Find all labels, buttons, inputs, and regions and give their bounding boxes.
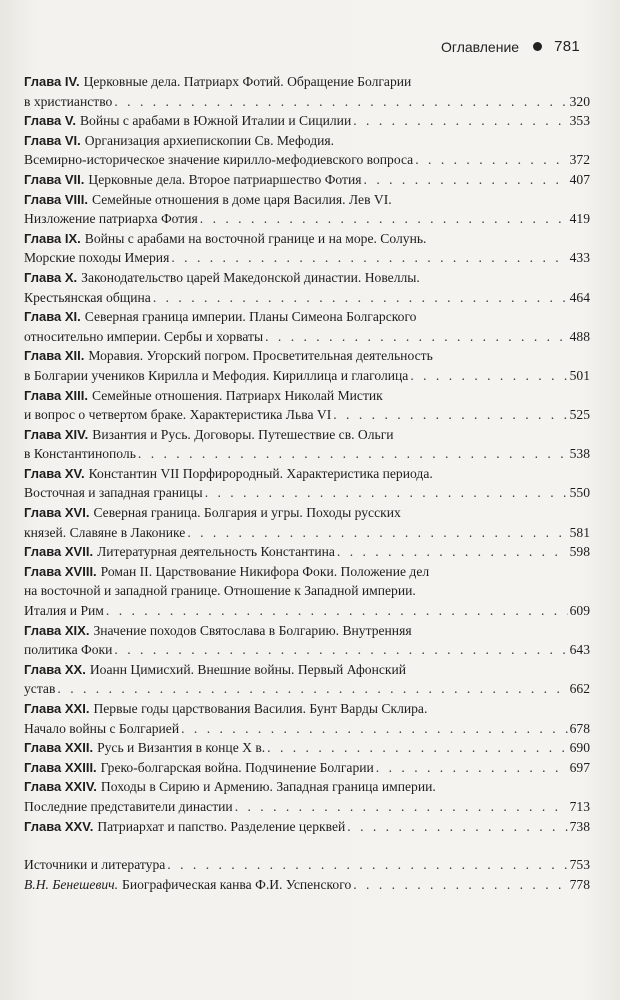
chapter-label: Глава XXIII. xyxy=(24,759,97,775)
entry-title: Церковные дела. Второе патриаршество Фотия xyxy=(88,171,362,187)
chapter-label: Глава XX. xyxy=(24,661,86,677)
chapter-label: Глава XXI. xyxy=(24,701,90,716)
entry-page-number: 738 xyxy=(569,818,590,834)
toc-line xyxy=(24,621,590,641)
toc-entry xyxy=(24,777,590,816)
dot-leader xyxy=(187,523,567,543)
entry-title: Патриархат и папство. Разделение церквей xyxy=(97,818,346,834)
toc-line xyxy=(24,483,590,503)
bullet-icon xyxy=(533,42,542,51)
toc-entry xyxy=(24,229,590,268)
toc-entry xyxy=(24,72,590,111)
entry-title: Всемирно-историческое значение кирилло-мефодиевского вопроса xyxy=(24,152,414,168)
dot-leader xyxy=(114,640,567,660)
dot-leader xyxy=(364,170,568,190)
toc-line xyxy=(24,327,590,347)
entry-title: Греко-болгарская война. Подчинение Болгарии xyxy=(100,759,374,775)
dot-leader xyxy=(200,209,568,229)
entry-page-number: 433 xyxy=(569,250,590,266)
dot-leader xyxy=(265,327,568,347)
toc-line xyxy=(24,640,590,660)
chapter-label: Глава XXIV. xyxy=(24,779,97,795)
chapter-label: Глава XVIII. xyxy=(24,563,97,579)
toc-entry xyxy=(24,386,590,425)
dot-leader xyxy=(267,738,567,758)
entry-page-number: 713 xyxy=(569,798,590,814)
toc-line xyxy=(24,581,590,601)
entry-title: Войны с арабами на восточной границе и на море. Солунь. xyxy=(84,230,427,246)
entry-title: Русь и Византия в конце X в. xyxy=(97,740,266,756)
chapter-label: Глава XVII. xyxy=(24,544,94,560)
chapter-label: Глава VIII. xyxy=(24,191,88,207)
chapter-label: Глава X. xyxy=(24,269,78,285)
toc-line xyxy=(24,248,590,268)
toc-line xyxy=(24,131,590,151)
dot-leader xyxy=(181,719,568,739)
toc-line xyxy=(24,699,590,719)
entry-title: Константин VII Порфирородный. Характеристика периода. xyxy=(88,465,433,481)
entry-page-number: 778 xyxy=(569,876,590,892)
entry-page-number: 372 xyxy=(569,152,590,168)
toc-entry xyxy=(24,855,590,875)
toc-entry xyxy=(24,346,590,385)
toc-entry xyxy=(24,131,590,170)
entry-page-number: 501 xyxy=(569,367,590,383)
chapter-label: Глава VI. xyxy=(24,132,81,148)
toc-entry xyxy=(24,817,590,837)
toc-entry xyxy=(24,307,590,346)
entry-page-number: 550 xyxy=(569,485,590,501)
entry-title: Роман II. Царствование Никифора Фоки. Положение дел xyxy=(100,563,430,579)
entry-title: в Болгарии учеников Кирилла и Мефодия. Кириллица и глаголица xyxy=(24,367,409,383)
page-number: 781 xyxy=(554,38,580,55)
chapter-label: Глава XXV. xyxy=(24,818,94,834)
dot-leader xyxy=(235,797,568,817)
entry-page-number: 609 xyxy=(569,603,590,619)
chapter-label: Глава IV. xyxy=(24,74,80,89)
toc-line xyxy=(24,601,590,621)
entry-page-number: 488 xyxy=(569,328,590,344)
entry-page-number: 690 xyxy=(569,740,590,756)
chapter-label: Глава V. xyxy=(24,113,76,129)
dot-leader xyxy=(353,875,567,895)
entry-page-number: 320 xyxy=(569,93,590,109)
entry-page-number: 643 xyxy=(569,642,590,658)
entry-page-number: 538 xyxy=(569,446,590,462)
table-of-contents xyxy=(24,72,590,894)
entry-title: политика Фоки xyxy=(24,642,113,658)
dot-leader xyxy=(376,758,568,778)
toc-entry xyxy=(24,621,590,660)
toc-entry xyxy=(24,464,590,503)
dot-leader xyxy=(205,483,568,503)
chapter-label: Глава XV. xyxy=(24,465,85,481)
entry-title: князей. Славяне в Лаконике xyxy=(24,524,186,540)
toc-line xyxy=(24,464,590,484)
section-title: Оглавление xyxy=(441,38,520,55)
toc-line xyxy=(24,738,590,758)
chapter-label: Глава XIV. xyxy=(24,426,89,442)
entry-title: Первые годы царствования Василия. Бунт Варды Склира. xyxy=(93,701,428,716)
entry-page-number: 525 xyxy=(569,407,590,423)
chapter-label: Глава XVI. xyxy=(24,505,90,521)
entry-page-number: 419 xyxy=(569,211,590,227)
dot-leader xyxy=(167,855,567,875)
entry-page-number: 581 xyxy=(569,524,590,540)
entry-page-number: 353 xyxy=(569,113,590,129)
toc-line xyxy=(24,444,590,464)
entry-title: Походы в Сирию и Армению. Западная граница империи. xyxy=(100,779,436,795)
entry-title: и вопрос о четвертом браке. Характеристика Льва VI xyxy=(24,407,332,423)
entry-title: Законодательство царей Македонской династии. Новеллы. xyxy=(81,269,420,285)
entry-title: Источники и литература xyxy=(24,857,166,873)
toc-entry xyxy=(24,738,590,758)
toc-line xyxy=(24,288,590,308)
chapter-label: Глава XII. xyxy=(24,348,85,364)
entry-page-number: 407 xyxy=(569,171,590,187)
entry-title: Церковные дела. Патриарх Фотий. Обращение Болгарии xyxy=(83,74,412,89)
dot-leader xyxy=(153,288,568,308)
entry-title: Морские походы Имерия xyxy=(24,250,170,266)
entry-page-number: 662 xyxy=(569,681,590,697)
toc-entry xyxy=(24,542,590,562)
toc-line xyxy=(24,307,590,327)
toc-line xyxy=(24,92,590,112)
toc-line xyxy=(24,150,590,170)
dot-leader xyxy=(114,92,567,112)
dot-leader xyxy=(138,444,568,464)
entry-title: Низложение патриарха Фотия xyxy=(24,211,198,227)
toc-line xyxy=(24,875,590,895)
entry-title: Северная граница. Болгария и угры. Походы русских xyxy=(93,505,401,521)
toc-line xyxy=(24,366,590,386)
toc-line xyxy=(24,855,590,875)
entry-title: устав xyxy=(24,681,56,697)
entry-title: Биографическая канва Ф.И. Успенского xyxy=(122,876,352,892)
entry-title: Моравия. Угорский погром. Просветительная деятельность xyxy=(88,348,433,364)
toc-line xyxy=(24,562,590,582)
toc-entry xyxy=(24,268,590,307)
entry-title: Организация архиепископии Св. Мефодия. xyxy=(84,132,335,148)
toc-line xyxy=(24,817,590,837)
entry-title: Крестьянская община xyxy=(24,289,151,305)
toc-line xyxy=(24,170,590,190)
toc-entry xyxy=(24,170,590,190)
entry-page-number: 697 xyxy=(569,759,590,775)
author-name: В.Н. Бенешевич. xyxy=(24,876,119,892)
toc-line xyxy=(24,268,590,288)
toc-line xyxy=(24,209,590,229)
toc-line xyxy=(24,719,590,739)
chapter-label: Глава XI. xyxy=(24,309,81,325)
toc-entry xyxy=(24,111,590,131)
entry-title: Семейные отношения. Патриарх Николай Мистик xyxy=(92,387,383,403)
toc-entry xyxy=(24,699,590,738)
entry-title: Восточная и западная границы xyxy=(24,485,203,501)
toc-line xyxy=(24,797,590,817)
entry-page-number: 598 xyxy=(569,544,590,560)
entry-page-number: 753 xyxy=(569,857,590,873)
entry-title: относительно империи. Сербы и хорваты xyxy=(24,328,264,344)
entry-title: Семейные отношения в доме царя Василия. Лев VI. xyxy=(92,191,392,207)
toc-line xyxy=(24,679,590,699)
toc-entry xyxy=(24,660,590,699)
toc-line xyxy=(24,405,590,425)
chapter-label: Глава XIX. xyxy=(24,622,90,638)
toc-line xyxy=(24,386,590,406)
entry-page-number: 464 xyxy=(569,289,590,305)
toc-line xyxy=(24,229,590,249)
entry-title: Последние представители династии xyxy=(24,798,233,814)
dot-leader xyxy=(57,679,567,699)
entry-page-number: 678 xyxy=(569,720,590,736)
chapter-label: Глава IX. xyxy=(24,230,81,246)
entry-title: Византия и Русь. Договоры. Путешествие св. Ольги xyxy=(92,426,394,442)
toc-entry xyxy=(24,503,590,542)
toc-line xyxy=(24,503,590,523)
entry-title: Северная граница империи. Планы Симеона Болгарского xyxy=(84,309,417,325)
dot-leader xyxy=(410,366,567,386)
toc-line xyxy=(24,190,590,210)
entry-title: в христианство xyxy=(24,93,113,109)
toc-line xyxy=(24,660,590,680)
toc-line xyxy=(24,523,590,543)
toc-line xyxy=(24,542,590,562)
chapter-label: Глава VII. xyxy=(24,171,85,187)
dot-leader xyxy=(333,405,567,425)
toc-entry xyxy=(24,875,590,895)
toc-entry xyxy=(24,758,590,778)
toc-line xyxy=(24,777,590,797)
entry-title: Литературная деятельность Константина xyxy=(97,544,335,560)
section-spacer xyxy=(24,836,590,855)
entry-title: на восточной и западной границе. Отношение к Западной империи. xyxy=(24,583,416,599)
toc-line xyxy=(24,111,590,131)
toc-line xyxy=(24,758,590,778)
entry-title: Войны с арабами в Южной Италии и Сицилии xyxy=(79,113,352,129)
dot-leader xyxy=(353,111,567,131)
chapter-label: Глава XXII. xyxy=(24,740,94,756)
dot-leader xyxy=(106,601,568,621)
dot-leader xyxy=(415,150,567,170)
toc-entry xyxy=(24,562,590,621)
chapter-label: Глава XIII. xyxy=(24,387,88,403)
dot-leader xyxy=(347,817,567,837)
dot-leader xyxy=(337,542,568,562)
toc-line xyxy=(24,425,590,445)
entry-title: Италия и Рим xyxy=(24,603,104,619)
entry-title: Значение походов Святослава в Болгарию. Внутренняя xyxy=(93,622,412,638)
entry-title: Иоанн Цимисхий. Внешние войны. Первый Афонский xyxy=(89,661,407,677)
running-header xyxy=(441,38,580,55)
toc-entry xyxy=(24,425,590,464)
entry-title: Начало войны с Болгарией xyxy=(24,720,180,736)
toc-line xyxy=(24,346,590,366)
toc-entry xyxy=(24,190,590,229)
toc-line xyxy=(24,72,590,92)
entry-title: в Константинополь xyxy=(24,446,136,462)
dot-leader xyxy=(171,248,567,268)
